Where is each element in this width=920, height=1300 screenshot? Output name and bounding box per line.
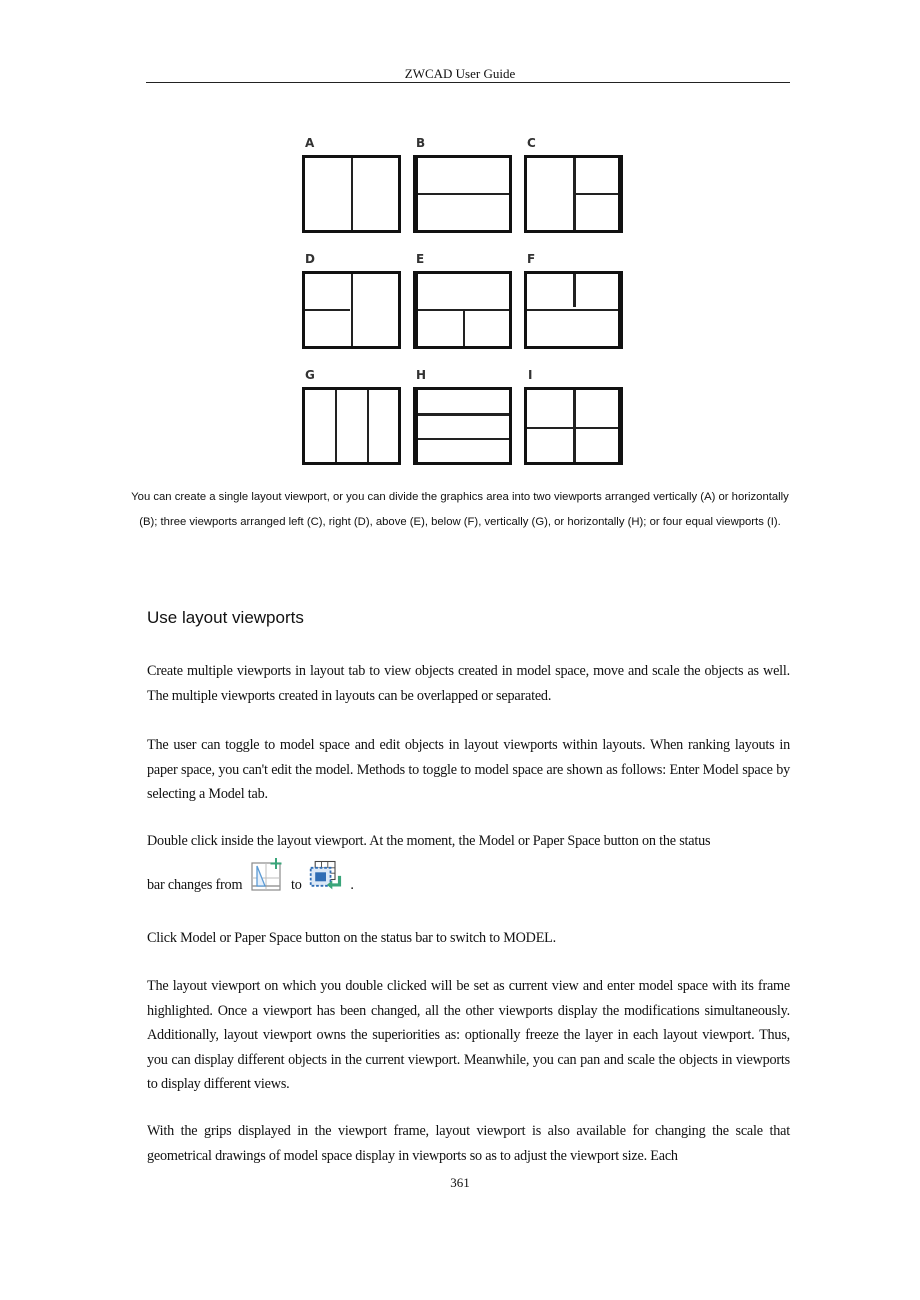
paragraph-3-mid-text: to — [291, 876, 302, 893]
viewport-diagram-b — [413, 155, 512, 233]
section-heading: Use layout viewports — [147, 608, 304, 627]
viewport-label-c: C — [527, 136, 536, 150]
viewport-label-b: B — [416, 136, 426, 150]
viewport-diagram-h — [413, 387, 512, 465]
paragraph-5: The layout viewport on which you double clicked will be set as current view and enter model space with its frame highlighted. Once a viewport has been changed, all the other viewports display the modifications simultaneously. Additionally, layout viewport owns the superiorities as: optionally freeze the layer in each layout viewport. Thus, you can display different objects in the current viewport. Meanwhile, you can pan and scale the objects in viewports to display different views. — [147, 978, 790, 1092]
viewport-label-i: I — [528, 368, 533, 382]
header-title: ZWCAD User Guide — [404, 66, 516, 81]
page-number: 361 — [450, 1175, 470, 1190]
paragraph-3 — [147, 829, 790, 897]
paragraph-1: Create multiple viewports in layout tab to view objects created in model space, move and scale the objects as well. The multiple viewports created in layouts can be overlapped or separated. — [147, 663, 790, 704]
paragraph-3-line-1: Double click inside the layout viewport. At the moment, the Model or Paper Space button on the status — [147, 833, 711, 849]
viewport-diagram-c — [524, 155, 623, 233]
paragraph-2: The user can toggle to model space and edit objects in layout viewports within layouts. When ranking layouts in paper space, you can't edit the model. Methods to toggle to model space are shown as follows: Enter Model space by selecting a Model tab. — [147, 737, 790, 802]
viewport-diagram-f — [524, 271, 623, 349]
viewport-label-e: E — [416, 252, 425, 266]
viewport-label-f: F — [527, 252, 536, 266]
viewport-diagram-g — [302, 387, 401, 465]
header-divider — [146, 82, 790, 83]
model-space-icon — [308, 858, 344, 892]
viewport-diagram-d — [302, 271, 401, 349]
viewport-label-d: D — [305, 252, 315, 266]
viewport-label-a: A — [305, 136, 315, 150]
paragraph-6: With the grips displayed in the viewport frame, layout viewport is also available for changing the scale that geometrical drawings of model space display in viewports so as to adjust the viewport size. Each — [147, 1123, 790, 1164]
viewport-diagram-a — [302, 155, 401, 233]
paper-space-icon — [249, 858, 285, 892]
viewport-label-h: H — [416, 368, 427, 382]
viewport-label-g: G — [305, 368, 315, 382]
figure-caption: You can create a single layout viewport, or you can divide the graphics area into two viewports arranged vertically (A) or horizontally (B); three viewports arranged left (C), right (D), above (E), below (F), vertically (G), or horizontally (H); or four equal viewports (I). — [131, 491, 789, 528]
viewport-diagram-e — [413, 271, 512, 349]
paragraph-3-after-text: . — [350, 876, 354, 893]
paragraph-3-line-2 — [147, 858, 790, 898]
paragraph-4: Click Model or Paper Space button on the status bar to switch to MODEL. — [147, 930, 556, 946]
viewport-diagram-i — [524, 387, 623, 465]
paragraph-3-before-text: bar changes from — [147, 876, 243, 893]
